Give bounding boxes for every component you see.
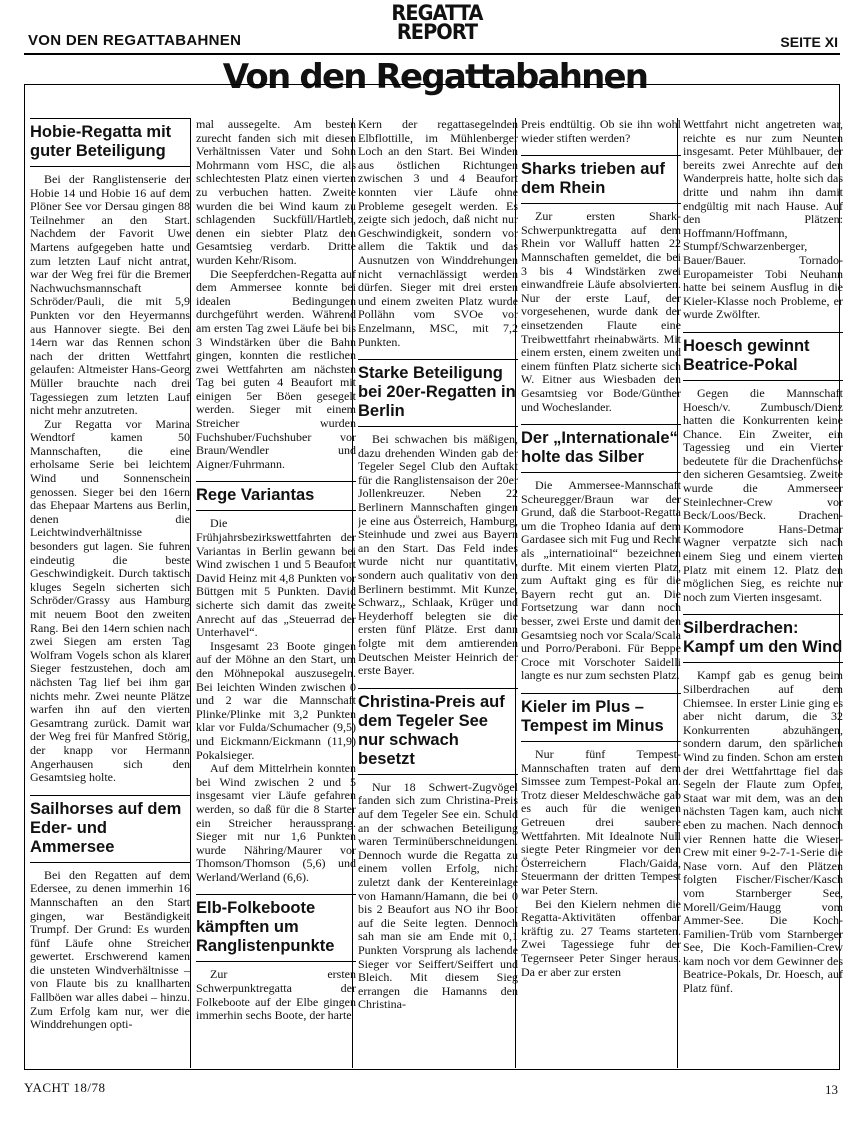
column-divider xyxy=(515,118,516,1068)
article-paragraph: Die Ammersee-Mannschaft Scheuregger/Braun war der Grund, daß die Starboot-Regatta um die Tropheo Idania auf dem Gardasee sich mit Fug und Recht als „internatioinal“ bezeichnen durfte. Mit einem vierten Platz, zum Auftakt ging es für die Bayern recht gut an. Die Fortsetzung war dann noch besser, zwei Erste und damit den Gesamtsieg noch vor Scala/Scala und Porro/Peraboni. Für Beppe Croce mit Vorschoter Saidelli langte es nur zum sechsten Platz. xyxy=(521,478,681,683)
article-heading: Hoesch gewinnt Beatrice-Pokal xyxy=(683,332,843,381)
text-column-2 xyxy=(196,118,356,1068)
section-spacer xyxy=(683,322,843,332)
section-spacer xyxy=(683,604,843,614)
article-paragraph: Kampf gab es genug beim Silberdrachen auf dem Chiemsee. In erster Linie ging es aber nicht darum, die 32 Konkurrenten abzuhängen, sondern darum, den spärlichen Wind zu finden. Schon am ersten der drei Wettfahrttage fiel das Segeln der Flaute zum Opfer, Staat war mit dem, was an den nächsten Tagen kam, auch nicht eben zu machen. Nach dennoch vier Rennen hatte die Wieser-Crew mit einer 9-2-7-1-Serie die Nase vorn. Auf den Plätzen folgten Fischer/Fischer/Kasch vom Starnberger See, Morell/Geim/Haugg vom Ammer-See. Die Koch-Familien-Trüb vom Starnberger See, Die Koch-Familien-Crew kam noch vor dem Gewinner des Beatrice-Pokals, Dr. Hoesch, auf Platz fünf. xyxy=(683,668,843,996)
page-section-label: SEITE XI xyxy=(780,34,838,50)
article-heading: Silberdrachen: Kampf um den Wind xyxy=(683,614,843,663)
article-paragraph: Die Frühjahrsbezirkswettfahrten der Variantas in Berlin gewann bei Wind zwischen 1 und 5 Beaufort David Heinz mit 4,8 Punkten vor Büttgen mit 5 Punkten. David sicherte sich damit das zweite Anrecht auf das „Steuerrad der Unterhavel“. xyxy=(196,516,356,640)
article-heading: Der „Internationale“ holte das Silber xyxy=(521,424,681,473)
column-divider xyxy=(190,118,191,1068)
article-paragraph: Kern der regattasegelnden Elbflottille, im Mühlenberger Loch an den Start. Bei Winden aus östlichen Richtungen zwischen 3 und 4 Beaufort konnten vier Läufe ohne Probleme gesegelt werden. Es zeigte sich jedoch, daß nicht nur Geschwindigkeit, sondern vor allem die Taktik und das Ausnutzen von Winddrehungen nicht vernachlässigt werden dürfen. Sieger mit drei ersten und einem zweiten Platz wurde Pollähn vom SVOe vor Enzelmann, MSC, mit 7,2 Punkten. xyxy=(358,118,518,349)
article-paragraph: mal aussegelte. Am besten zurecht fanden sich mit diesen Verhältnissen Vater und Sohn Mohrmann vom HSC, die als schlechtesten Platz einen vierten zu verbuchen hatten. Zweite wurden die bei Wind kaum zu schlagenden Suckfüll/Hartleb, denen ein siebter Platz den Gesamtsieg verdarb. Dritte wurden Kehr/Risom. xyxy=(196,118,356,267)
article-paragraph: Nur fünf Tempest-Mannschaften traten auf dem Simssee zum Tempest-Pokal an. Trotz dieser Meldeschwäche gab es auch für die wenigen Getreuen drei saubere Wettfahrten. Mit Idealnote Null siegte Peter Ringmeier vor den Österreichern Flach/Gaida, Steuermann der dritten Tempest war Peter Stern. xyxy=(521,747,681,897)
section-spacer xyxy=(521,414,681,424)
text-column-3 xyxy=(358,118,518,1068)
article-paragraph: Gegen die Mannschaft Hoesch/v. Zumbusch/Dienz hatten die Konkurrenten keine Chance. Ein Zweiter, ein Tagessieg und ein Vierter bedeutete für die Drachenfüchse den sicheren Gesamtsieg. Zweite wurde die Ammerseer Steinlechner-Crew vor Beck/Loos/Beck. Drachen-Kommodore Hans-Detmar Wagner verpatzte sich nach einem Sieg und einem vierten Platz mit einem 12. Platz den möglichen Sieg, es reichte nur noch zum Vierten insgesamt. xyxy=(683,385,843,604)
article-heading: Christina-Preis auf dem Tegeler See nur schwach besetzt xyxy=(358,688,518,775)
article-paragraph: Bei der Ranglistenserie der Hobie 14 und Hobie 16 auf dem Plöner See vor Dersau gingen 88 Teilnehmer an den Start. Nachdem der Favorit Uwe Martens aufgegeben hatte und zum letzten Lauf nicht antrat, war der Weg frei für die Bremer Nachwuchsmannschaft Schröder/Pauli, die mit 5,9 Punkten vor den Heyermanns aus Hannover siegte. Bei den 14ern war das Rennen schon nach der dritten Wettfahrt gelaufen: Altmeister Hans-Georg Müller brauchte nach drei Tagessiegen zum letzten Lauf nicht mehr anzutreten. xyxy=(30,172,190,418)
article-heading: Sailhorses auf dem Eder- und Ammersee xyxy=(30,795,190,863)
section-spacer xyxy=(521,145,681,155)
section-spacer xyxy=(521,683,681,693)
article-paragraph: Insgesamt 23 Boote gingen auf der Möhne an den Start, um den Möhnepokal auszusegeln. Bei leichten Winden zwischen 0 und 2 war die Mannschaft Plinke/Plinke mit 3,2 Punkten klar vor Fulda/Schumacher (9,5) und Eickmann/Eickmann (11,9) Pokalsieger. xyxy=(196,638,356,762)
article-paragraph: Nur 18 Schwert-Zugvögel fanden sich zum Christina-Preis auf dem Tegeler See ein. Schuld an der schwachen Beteiligung waren Terminüberschneidungen. Dennoch wurde die Regatta zu einem vollen Erfolg, nicht zuletzt dank der Kentereinlage von Hamann/Hamann, die bei 0 bis 2 Beaufort aus NO ihr Boot auf die Seite legten. Dennoch sah man sie am Ende mit 0,1 Punkten Vorsprung als lachende Sieger vor Seiffert/Seiffert und Bleich. Mit diesem Sieg errangen die Hamanns den Christina- xyxy=(358,779,518,1012)
magazine-issue: YACHT 18/78 xyxy=(24,1080,106,1095)
article-paragraph: Zur ersten Schwerpunktregatta der Folkeboote auf der Elbe gingen immerhin sechs Boote, der harte xyxy=(196,967,356,1023)
article-heading: Rege Variantas xyxy=(196,481,356,511)
article-paragraph: Bei den Regatten auf dem Edersee, zu denen immerhin 16 Mannschaften an den Start gingen, war Beständigkeit Trumpf. Der Grund: Es wurden fünf Läufe ohne Streicher gewertet. Erschwerend kamen die unsteten Windverhältnisse – von Flaute bis zu knallharten Fallböen war alles dabei – hinzu. Zum Erfolg kam nur, wer die Winddrehungen opti- xyxy=(30,867,190,1032)
column-divider xyxy=(352,118,353,1068)
article-heading: Kieler im Plus – Tempest im Minus xyxy=(521,693,681,742)
regatta-report-logo xyxy=(383,1,492,44)
section-spacer xyxy=(196,471,356,481)
article-paragraph: Wettfahrt nicht angetreten war, reichte es nur zum Neunten insgesamt. Peter Mühlbauer, der bereits zwei Anrechte auf den Wanderpreis hatte, holte sich das dritte und nahm ihn damit endgültig mit nach Hause. Auf den Plätzen: Hoffmann/Hoffmann, Stumpf/Schwarzenberger, Bauer/Bauer. Tornado-Europameister Tobi Neuhann hatte bei seinem Ausflug in die Kieler-Klasse noch Probleme, er wurde Zwölfter. xyxy=(683,118,843,322)
text-column-5 xyxy=(683,118,843,1068)
article-paragraph: Preis endtültig. Ob sie ihn wohl wieder stiften werden? xyxy=(521,118,681,145)
section-header: VON DEN REGATTABAHNEN xyxy=(28,32,242,49)
header-rule xyxy=(24,53,840,55)
article-paragraph: Die Seepferdchen-Regatta auf dem Ammersee konnte bei idealen Bedingungen durchgeführt werden. Während am ersten Tag zwei Läufe bei bis 3 Windstärken über die Bahn gingen, konnten die restlichen zwei Wettfahrten am nächsten Tag bei guten 4 Beaufort mit einigen 5er Böen gesegelt werden. Sieger mit einem Streicher wurden Fuchshuber/Fuchshuber vor Braun/Wendler und Aigner/Fuhrmann. xyxy=(196,266,356,471)
text-column-1 xyxy=(30,118,190,1068)
article-heading: Sharks trieben auf dem Rhein xyxy=(521,155,681,204)
article-paragraph: Zur Regatta vor Marina Wendtorf kamen 50 Mannschaften, die eine erholsame Serie bei leichtem Wind und Sonnenschein genossen. Sieger bei den 16ern das Ehepaar Martens aus Berlin, denen die Leichtwindverhältnisse besonders gut lagen. Sie fuhren eindeutig die beste Geschwindigkeit. Durch taktisch kluges Segeln sicherten sich Schröder/Grassy aus Hamburg mit neuem Boot den zweiten Rang. Bei den 14ern schien nach zwei Siegen am ersten Tag Wolfram Vogels schon als klarer Sieger festzustehen, doch am nächsten Tag lief bei ihm gar nichts mehr. Zwei neunte Plätze warfen ihn auf den vierten Gesamtrang zurück. Damit war der Weg frei für Manfred Störig, der knapp vor Hermann Angerhausen sich den Gesamtsieg holte. xyxy=(30,416,190,785)
article-heading: Starke Beteiligung bei 20er-Regatten in Berlin xyxy=(358,359,518,427)
text-column-4 xyxy=(521,118,681,1068)
section-spacer xyxy=(196,884,356,894)
section-spacer xyxy=(358,678,518,688)
logo-line-1: REGATTA xyxy=(391,1,483,25)
page-title: Von den Regattabahnen xyxy=(222,57,648,97)
article-heading: Elb-Folkeboote kämpften um Ranglistenpunkte xyxy=(196,894,356,962)
section-spacer xyxy=(358,349,518,359)
article-paragraph: Zur ersten Shark-Schwerpunktregatta auf dem Rhein vor Walluff hatten 22 Mannschaften gemeldet, die bei 3 bis 4 Windstärken zwei einwandfreie Läufe absolvierten. Nur der erste Lauf, der vorgesehenen, wurde dank der einsetzenden Flaute eine Treibwettfahrt rheinabwärts. Mit einem ersten, einem zweiten und einem fünften Platz sicherte sich W. Eitner aus Wiesbaden den Gesamtsieg vor Bode/Günther und Wocheslander. xyxy=(521,209,681,414)
article-paragraph: Bei schwachen bis mäßigen, dazu drehenden Winden gab der Tegeler Segel Club den Auftakt für die Ranglistensaison der 20er Jollenkreuzer. Neben 22 Berlinern Mannschaften gingen je eine aus Österreich, Hamburg, Steinhude und zwei aus Bayern an den Start. Das Feld indes wurde nicht nur quantitativ, sondern auch qualitativ von den Berlinern bestimmt. Mit Kunze, Schwarz,, Schlaak, Krüger und Heyderhoff belegten sie die ersten fünf Plätze. Erst dann folgte mit dem amtierenden Deutschen Meister Heinrich der erste Bayer. xyxy=(358,432,518,678)
article-paragraph: Bei den Kielern nehmen die Regatta-Aktivitäten offenbar kräftig zu. 27 Teams starteten. Zwei Tagessiege fuhr der Tegernseer Peter Singer heraus. Da er aber zur ersten xyxy=(521,896,681,979)
section-spacer xyxy=(30,785,190,795)
article-paragraph: Auf dem Mittelrhein konnten bei Wind zwischen 2 und 5 insgesamt vier Läufe gefahren werden, so daß für die 8 Starter ein Streicher heraussprang. Sieger mit nur 1,6 Punkten wurde Nähring/Maurer vor Thomson/Thomson (5,6) und Werland/Werland (6,6). xyxy=(196,761,356,884)
article-heading: Hobie-Regatta mit guter Beteiligung xyxy=(30,118,190,167)
logo-line-2: REPORT xyxy=(396,20,478,44)
page-number: 13 xyxy=(825,1082,838,1097)
column-divider xyxy=(677,118,678,1068)
